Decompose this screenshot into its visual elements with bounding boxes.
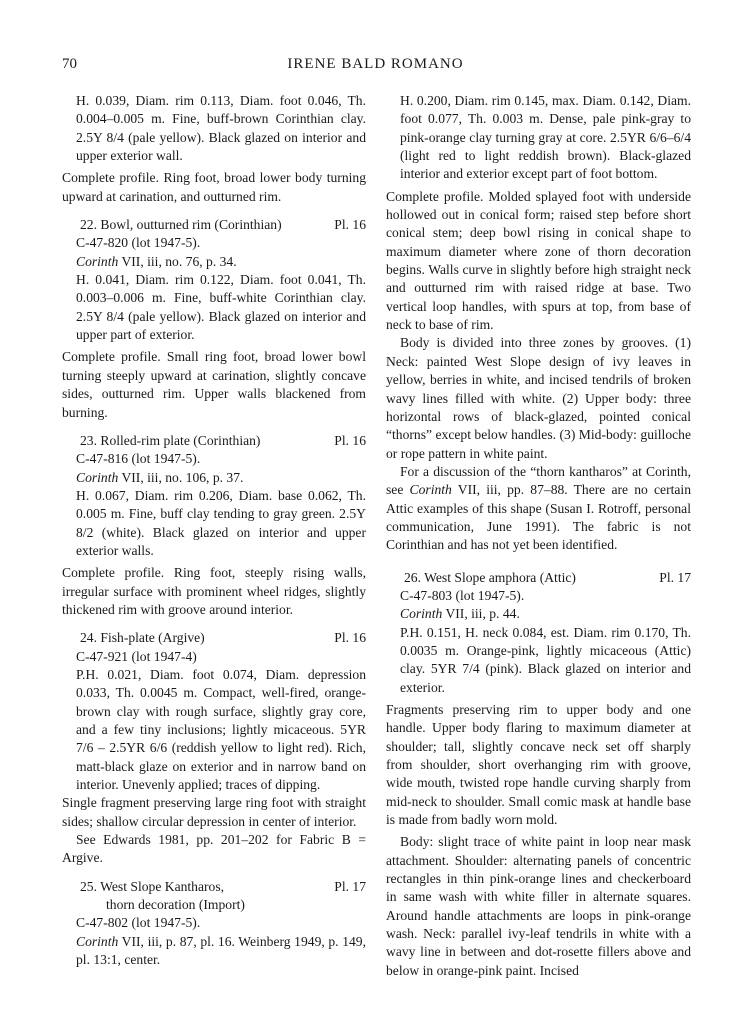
entry-23-plate: Pl. 16 [334, 432, 366, 448]
entry-25-discussion-italic: Corinth [409, 482, 452, 498]
entry-24-title: 24. Fish-plate (Argive) [80, 630, 205, 646]
entry-25-plate: Pl. 17 [334, 878, 366, 894]
entry-21-profile: Complete profile. Ring foot, broad lower body turning upward at carination, and outturned rim. [62, 170, 366, 204]
entry-22-ref-rest: VII, iii, no. 76, p. 34. [118, 253, 237, 269]
entry-24-heading [62, 629, 366, 647]
entry-26-reference [386, 605, 691, 623]
entry-24-plate: Pl. 16 [334, 630, 366, 646]
entry-26-profile: Fragments preserving rim to upper body and one handle. Upper body flaring to maximum diameter at shoulder; tall, slightly concave neck set off sharply from shoulder, short overhanging rim with groove, wide mouth, twisted rope handle curving sharply from mid-neck to shoulder. Small comic mask at handle base is made from badly worn mold. [386, 702, 691, 828]
entry-25-discussion-b: VII, iii, pp. 87–88. There are no certain Attic examples of this shape (Susan I. Rotroff, personal communication, June 1991). The fabric is not Corinthian and has not yet been identified. [386, 482, 691, 553]
entry-25-title-line2: thorn decoration (Import) [106, 897, 245, 913]
entry-22-heading [62, 216, 366, 234]
entry-26-ref-rest: VII, iii, p. 44. [442, 606, 520, 622]
entry-25-ref-rest: VII, iii, p. 87, pl. 16. Weinberg 1949, p. 149, pl. 13:1, center. [76, 933, 366, 968]
entry-23-inventory: C-47-816 (lot 1947-5). [76, 451, 201, 467]
right-column [386, 92, 691, 980]
entry-22-title: 22. Bowl, outturned rim (Corinthian) [80, 217, 282, 233]
entry-24-inventory: C-47-921 (lot 1947-4) [76, 648, 197, 664]
entry-22-description: H. 0.041, Diam. rim 0.122, Diam. foot 0.041, Th. 0.003–0.006 m. Fine, buff-white Corinthian clay. 2.5Y 8/4 (pale yellow). Black glazed on interior and upper part of exterior. [76, 272, 366, 343]
entry-25-decoration: Body is divided into three zones by grooves. (1) Neck: painted West Slope design of ivy leaves in yellow, berries in white, and incised tendrils of broken wavy lines filled with white. (2) Upper body: three horizontal rows of black-glazed, pointed conical “thorns” except below handles. (3) Mid-body: guilloche or rope pattern in white paint. [386, 335, 691, 461]
entry-25-heading [62, 878, 366, 896]
entry-22-profile: Complete profile. Small ring foot, broad lower bowl turning steeply upward at carination, slightly concave sides, outturned rim. Upper walls blackened from burning. [62, 349, 366, 420]
entry-26-heading [386, 569, 691, 587]
entry-26-decoration: Body: slight trace of white paint in loop near mask attachment. Shoulder: alternating panels of concentric rectangles in thin pink-orange lines and checkerboard in same wash with white filler in alternate squares. Around handle attachments are loops in pink-orange wash. Neck: parallel ivy-leaf tendrils in white with a wavy line in between and dot-rosette fillers above and below in orange-pink paint. Incised [386, 834, 691, 978]
entry-25-title: 25. West Slope Kantharos, [80, 878, 225, 894]
entry-26-ref-italic: Corinth [400, 606, 443, 622]
entry-23-heading [62, 432, 366, 450]
entry-22-reference [62, 253, 366, 271]
entry-25-reference [62, 933, 366, 970]
entry-25-profile: Complete profile. Molded splayed foot with underside hollowed out in conical form; raised step before short conical stem; deep bowl rising in conical shape to maximum diameter where zone of thorn decoration begins. Walls curve in slightly before high straight neck and outturned rim with raised ridge at base. Two vertical loop handles, with spurs at top, from base of neck to base of rim. [386, 188, 691, 333]
entry-24-note: See Edwards 1981, pp. 201–202 for Fabric B = Argive. [62, 832, 366, 866]
entry-23-ref-italic: Corinth [76, 469, 119, 485]
entry-23-description: H. 0.067, Diam. rim 0.206, Diam. base 0.062, Th. 0.005 m. Fine, buff clay tending to gray green. 2.5Y 8/2 (white). Black glazed on interior and upper exterior walls. [76, 487, 366, 558]
entry-23-reference [62, 469, 366, 487]
entry-25-inventory: C-47-802 (lot 1947-5). [76, 915, 201, 931]
entry-25-discussion-a: For a discussion of the “thorn kantharos” at Corinth, see [386, 463, 691, 498]
page-number: 70 [62, 56, 77, 72]
entry-25-ref-italic: Corinth [76, 933, 119, 949]
entry-25-description: H. 0.200, Diam. rim 0.145, max. Diam. 0.142, Diam. foot 0.077, Th. 0.003 m. Dense, pale pink-gray to pink-orange clay turning gray at core. 2.5YR 6/6–6/4 (light red to light reddish brown). Black-glazed interior and exterior except part of foot bottom. [400, 93, 691, 182]
entry-22-plate: Pl. 16 [334, 217, 366, 233]
entry-26-inventory: C-47-803 (lot 1947-5). [400, 587, 525, 603]
entry-22-ref-italic: Corinth [76, 253, 119, 269]
entry-24-description: P.H. 0.021, Diam. foot 0.074, Diam. depression 0.033, Th. 0.0045 m. Compact, well-fired, orange-brown clay with rough surface, slightly gray core, and a few tiny inclusions; lightly micaceous. 5YR 7/6 – 2.5YR 6/6 (reddish yellow to light red). Rich, matt-black glaze on exterior and in narrow band on interior. Unevenly applied; traces of dipping. [76, 666, 366, 793]
entry-23-title: 23. Rolled-rim plate (Corinthian) [80, 432, 261, 448]
left-column [62, 92, 366, 969]
entry-26-description: P.H. 0.151, H. neck 0.084, est. Diam. rim 0.170, Th. 0.0035 m. Orange-pink, lightly micaceous (Attic) clay. 5YR 7/4 (pink). Black glazed on interior and exterior. [400, 624, 691, 695]
entry-25-discussion [386, 463, 691, 555]
entry-23-ref-rest: VII, iii, no. 106, p. 37. [118, 469, 244, 485]
entry-22-inventory: C-47-820 (lot 1947-5). [76, 235, 201, 251]
entry-26-plate: Pl. 17 [659, 569, 691, 585]
entry-21-description: H. 0.039, Diam. rim 0.113, Diam. foot 0.046, Th. 0.004–0.005 m. Fine, buff-brown Corinthian clay. 2.5Y 8/4 (pale yellow). Black glazed on interior and upper exterior wall. [76, 93, 366, 164]
entry-23-profile: Complete profile. Ring foot, steeply rising walls, irregular surface with prominent wheel ridges, slightly thickened rim with groove around interior. [62, 565, 366, 617]
running-head: IRENE BALD ROMANO [287, 56, 464, 72]
entry-26-title: 26. West Slope amphora (Attic) [404, 569, 576, 585]
entry-24-profile: Single fragment preserving large ring foot with straight sides; shallow circular depression in center of interior. [62, 795, 366, 829]
